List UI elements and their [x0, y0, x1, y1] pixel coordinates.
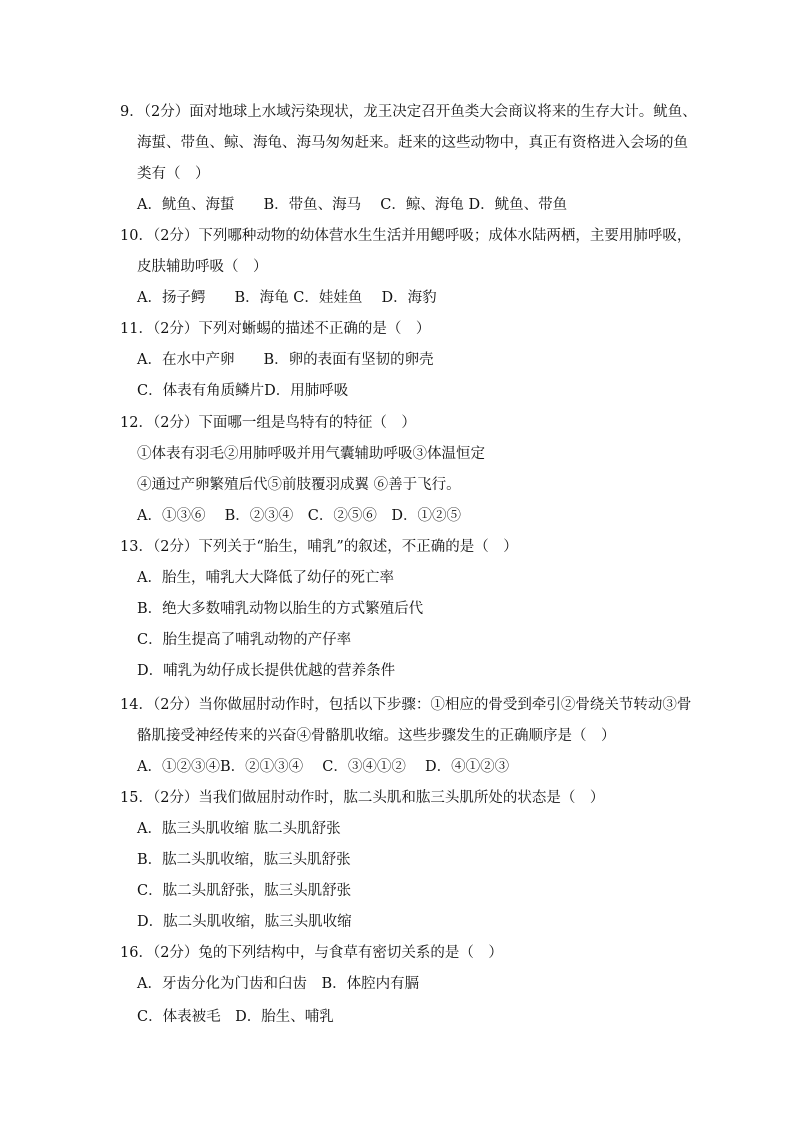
question-13-line-1: 13．（2分）下列关于“胎生，哺乳”的叙述，不正确的是（ ）: [120, 539, 518, 555]
question-14-line-1: 14．（2分）当你做屈肘动作时，包括以下步骤：①相应的骨受到牵引②骨绕关节转动③骨: [120, 697, 692, 713]
question-9-line-1: 9．（2分）面对地球上水域污染现状，龙王决定召开鱼类大会商议将来的生存大计。鱿鱼、: [120, 104, 697, 120]
question-11-options-1: A．在水中产卵 B．卵的表面有坚韧的卵壳: [137, 352, 434, 368]
question-9-line-3: 类有（ ）: [137, 166, 210, 182]
question-13-option-d: D．哺乳为幼仔成长提供优越的营养条件: [137, 663, 396, 679]
question-13-option-a: A．胎生，哺乳大大降低了幼仔的死亡率: [137, 570, 394, 586]
question-10-line-1: 10．（2分）下列哪种动物的幼体营水生生活并用鳃呼吸；成体水陆两栖，主要用肺呼吸，: [120, 228, 692, 244]
question-13-option-c: C．胎生提高了哺乳动物的产仔率: [137, 632, 352, 648]
question-15-option-b: B．肱二头肌收缩，肱三头肌舒张: [137, 852, 351, 868]
question-11-options-2: C．体表有角质鳞片D．用肺呼吸: [137, 383, 349, 399]
question-12-line-3: ④通过产卵繁殖后代⑤前肢覆羽成翼 ⑥善于飞行。: [137, 477, 461, 493]
question-14-line-2: 骼肌接受神经传来的兴奋④骨骼肌收缩。这些步骤发生的正确顺序是（ ）: [137, 728, 616, 744]
question-9-options: A．鱿鱼、海蜇 B．带鱼、海马 C．鲸、海龟 D．鱿鱼、带鱼: [137, 197, 568, 213]
question-12-line-1: 12．（2分）下面哪一组是鸟特有的特征（ ）: [120, 415, 416, 431]
question-15-option-a: A．肱三头肌收缩 肱二头肌舒张: [137, 821, 341, 837]
question-14-options: A．①②③④B．②①③④ C．③④①② D．④①②③: [137, 759, 510, 775]
question-15-option-c: C．肱二头肌舒张，肱三头肌舒张: [137, 883, 352, 899]
question-9-line-2: 海蜇、带鱼、鲸、海龟、海马匆匆赶来。赶来的这些动物中，真正有资格进入会场的鱼: [137, 135, 688, 151]
question-12-line-2: ①体表有羽毛②用肺呼吸并用气囊辅助呼吸③体温恒定: [137, 446, 485, 462]
question-15-line-1: 15．（2分）当我们做屈肘动作时，肱二头肌和肱三头肌所处的状态是（ ）: [120, 790, 605, 806]
question-12-options: A．①③⑥ B．②③④ C．②⑤⑥ D．①②⑤: [137, 508, 461, 524]
question-10-options: A．扬子鳄 B．海龟 C．娃娃鱼 D．海豹: [137, 290, 437, 306]
question-11-line-1: 11．（2分）下列对蜥蜴的描述不正确的是（ ）: [120, 321, 431, 337]
question-16-line-1: 16．（2分）兔的下列结构中，与食草有密切关系的是（ ）: [120, 945, 503, 961]
question-15-option-d: D．肱二头肌收缩，肱三头肌收缩: [137, 914, 352, 930]
question-16-options-2: C．体表被毛 D．胎生、哺乳: [137, 1009, 334, 1025]
question-16-options-1: A．牙齿分化为门齿和臼齿 B．体腔内有膈: [137, 976, 420, 992]
question-10-line-2: 皮肤辅助呼吸（ ）: [137, 259, 268, 275]
question-13-option-b: B．绝大多数哺乳动物以胎生的方式繁殖后代: [137, 601, 424, 617]
